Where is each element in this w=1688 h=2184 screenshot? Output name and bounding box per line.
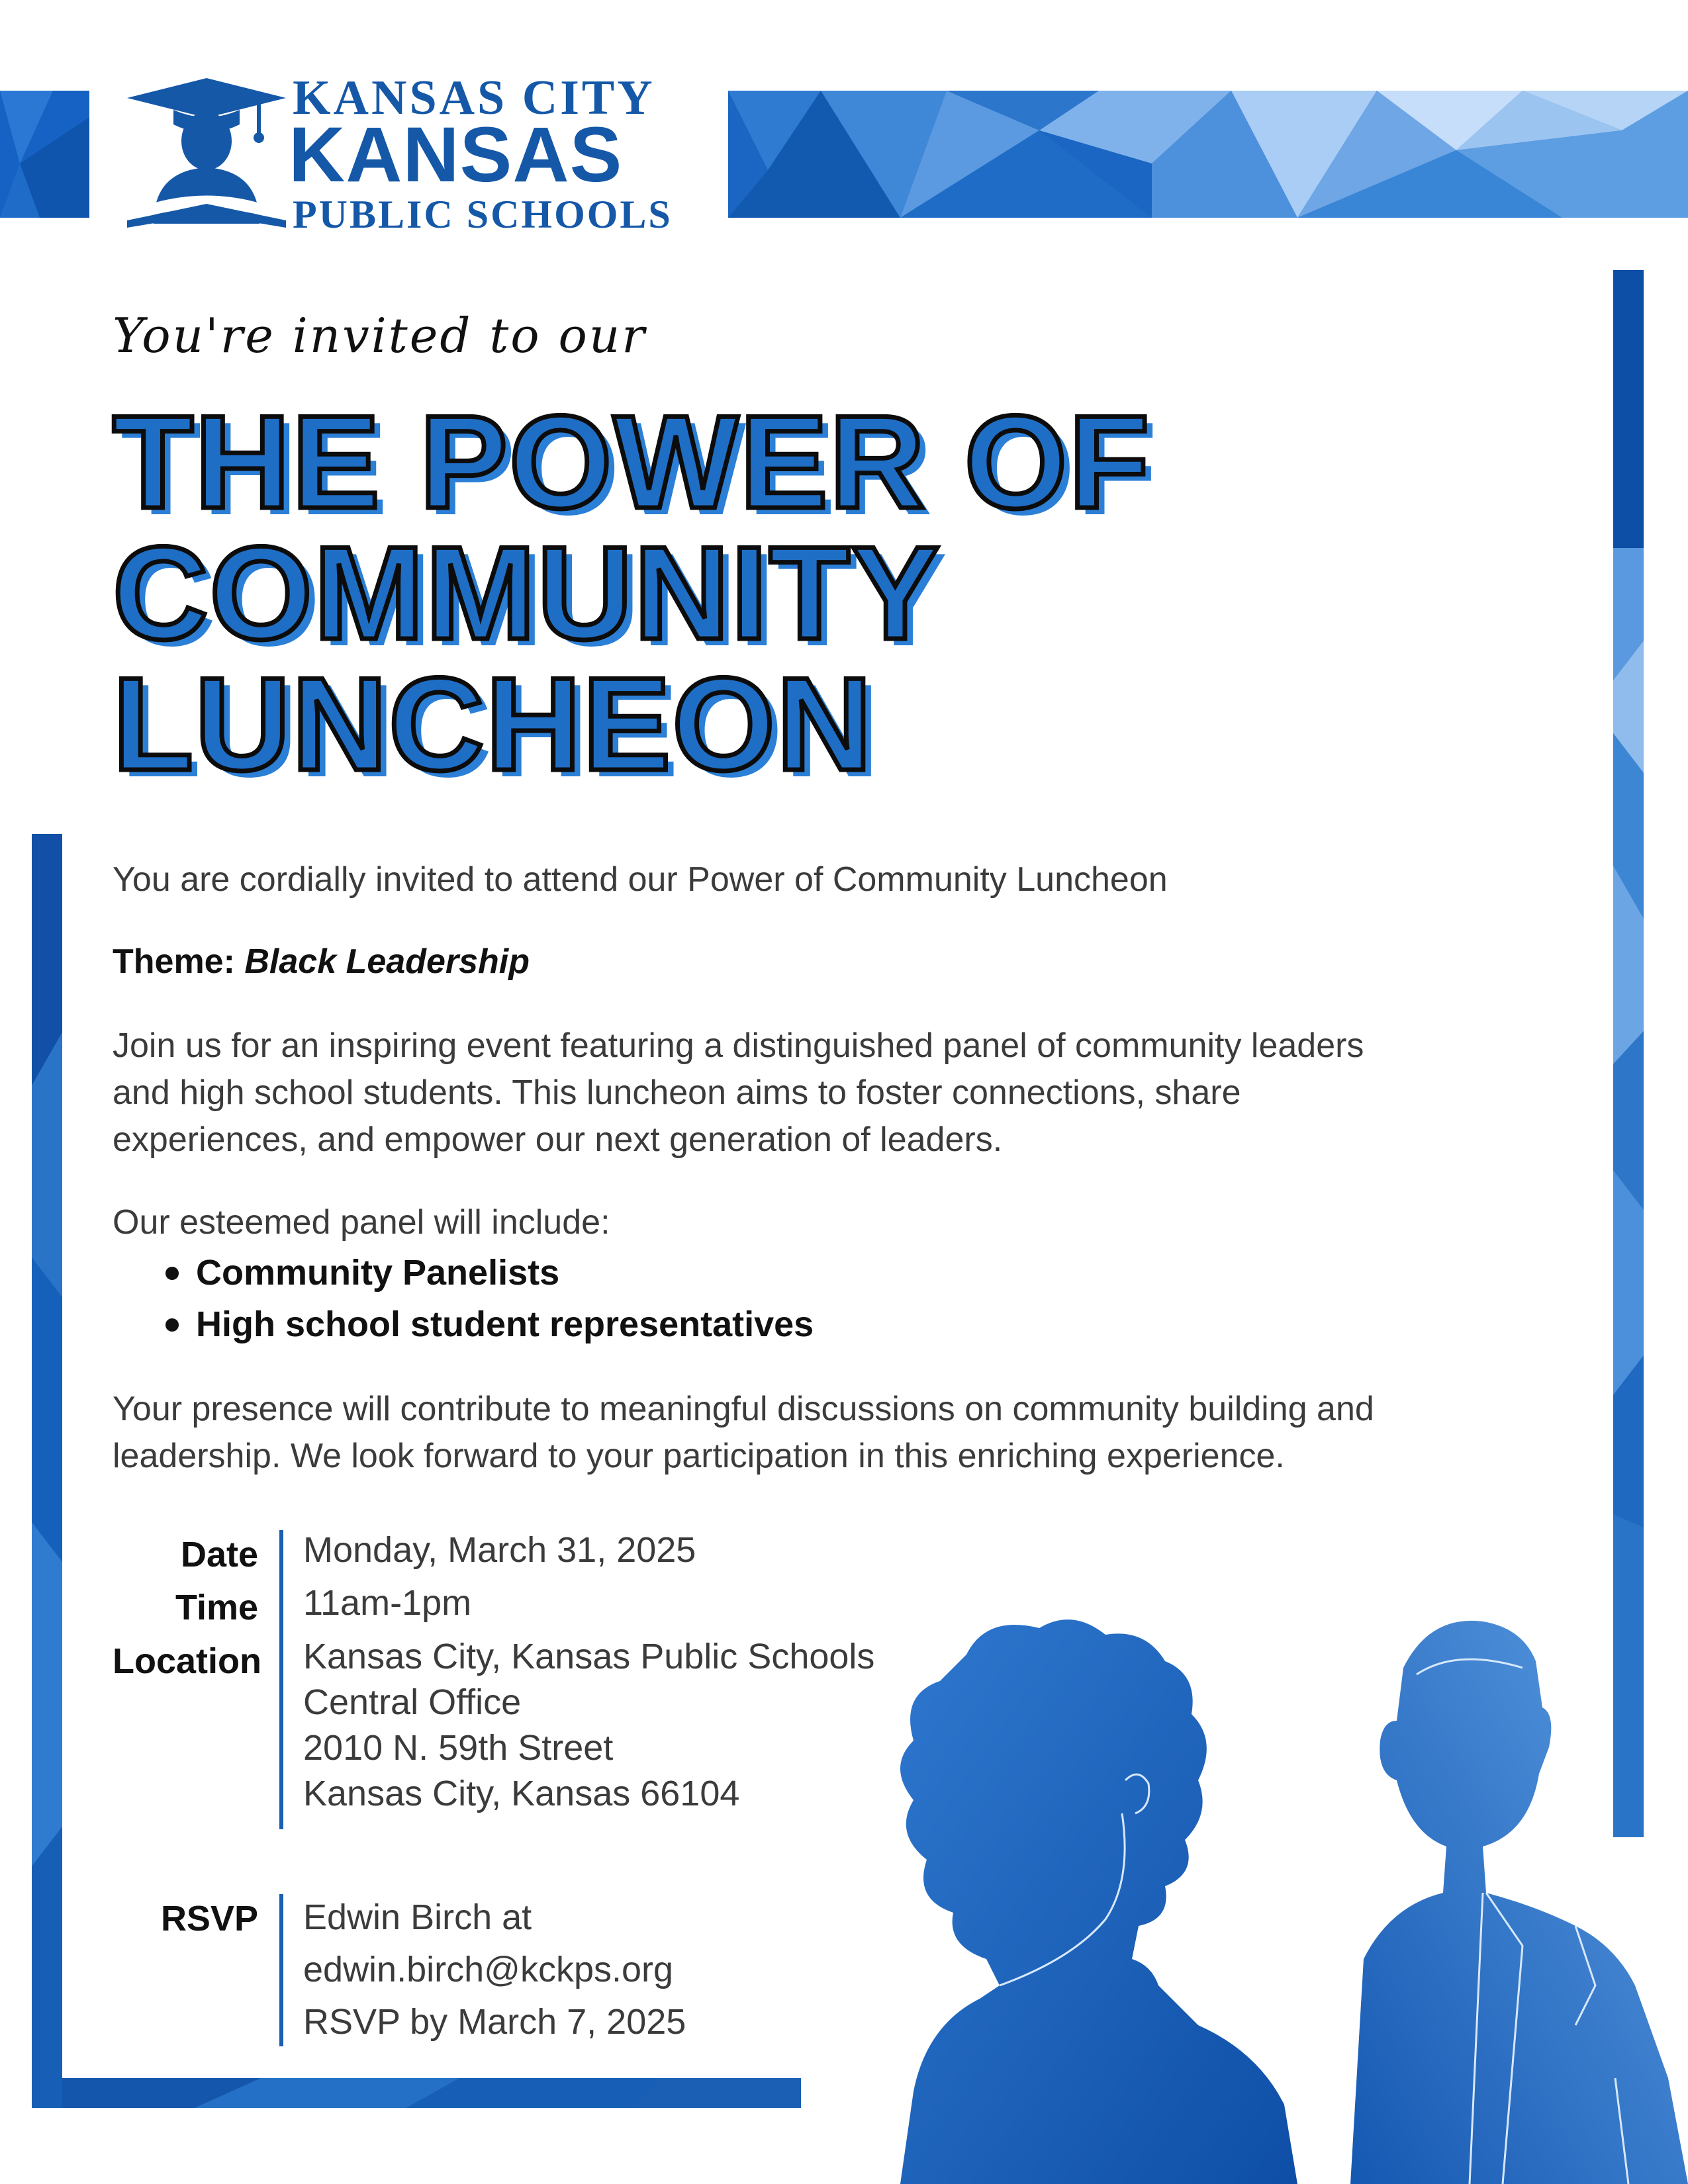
title-line-1: THE POWER OF bbox=[113, 388, 1151, 536]
details-rule bbox=[279, 1530, 283, 1829]
intro-text: You are cordially invited to attend our Power of Community Luncheon bbox=[113, 860, 1168, 899]
title-line-3: LUNCHEON bbox=[113, 651, 874, 798]
theme-line bbox=[113, 938, 1529, 985]
theme-value: Black Leadership bbox=[244, 942, 530, 981]
panel-list bbox=[159, 1247, 814, 1350]
theme-label: Theme: bbox=[113, 942, 235, 981]
paragraph-line: Join us for an inspiring event featuring a distinguished panel of community leaders bbox=[113, 1026, 1364, 1065]
invite-script-line: You're invited to our bbox=[113, 308, 647, 363]
date-label: Date bbox=[180, 1535, 258, 1574]
top-left-banner bbox=[0, 91, 89, 218]
paragraph-line: experiences, and empower our next generation of leaders. bbox=[113, 1120, 1003, 1159]
paragraph-line: Your presence will contribute to meaningful discussions on community building and bbox=[113, 1390, 1374, 1428]
title-line-2: COMMUNITY bbox=[113, 520, 941, 667]
panel-intro: Our esteemed panel will include: bbox=[113, 1203, 610, 1242]
description-paragraph bbox=[113, 1023, 1529, 1163]
rsvp-email: edwin.birch@kckps.org bbox=[303, 1950, 674, 1989]
logo-line-2: KANSAS bbox=[289, 111, 623, 199]
paragraph-line: and high school students. This luncheon aims to foster connections, share bbox=[113, 1073, 1241, 1112]
closing-paragraph bbox=[113, 1386, 1529, 1480]
left-frame-bar bbox=[32, 834, 62, 2108]
graduate-reading-book-icon bbox=[127, 78, 286, 230]
rsvp-rule bbox=[279, 1894, 283, 2046]
rsvp-label: RSVP bbox=[160, 1899, 258, 1938]
logo-line-1: KANSAS CITY bbox=[293, 71, 655, 125]
top-right-banner bbox=[728, 91, 1688, 218]
location-label: Location bbox=[113, 1641, 261, 1681]
logo-line-3: PUBLIC SCHOOLS bbox=[293, 193, 673, 236]
location-value: Kansas City, Kansas Public Schools Central Office 2010 N. 59th Street Kansas City, Kansas 66104 bbox=[303, 1637, 875, 1813]
event-title bbox=[113, 388, 1304, 798]
two-students-silhouette-icon bbox=[887, 1615, 1688, 2184]
time-value: 11am-1pm bbox=[303, 1583, 472, 1623]
list-item: Community Panelists bbox=[159, 1247, 814, 1298]
rsvp-value: Edwin Birch at edwin.birch@kckps.org RSVP by March 7, 2025 bbox=[303, 1897, 686, 2042]
right-frame-bar bbox=[1613, 270, 1644, 1837]
time-label: Time bbox=[175, 1588, 258, 1627]
list-item: High school student representatives bbox=[159, 1298, 814, 1350]
bottom-frame-bar bbox=[62, 2078, 801, 2108]
paragraph-line: leadership. We look forward to your participation in this enriching experience. bbox=[113, 1437, 1285, 1475]
date-value: Monday, March 31, 2025 bbox=[303, 1530, 696, 1570]
